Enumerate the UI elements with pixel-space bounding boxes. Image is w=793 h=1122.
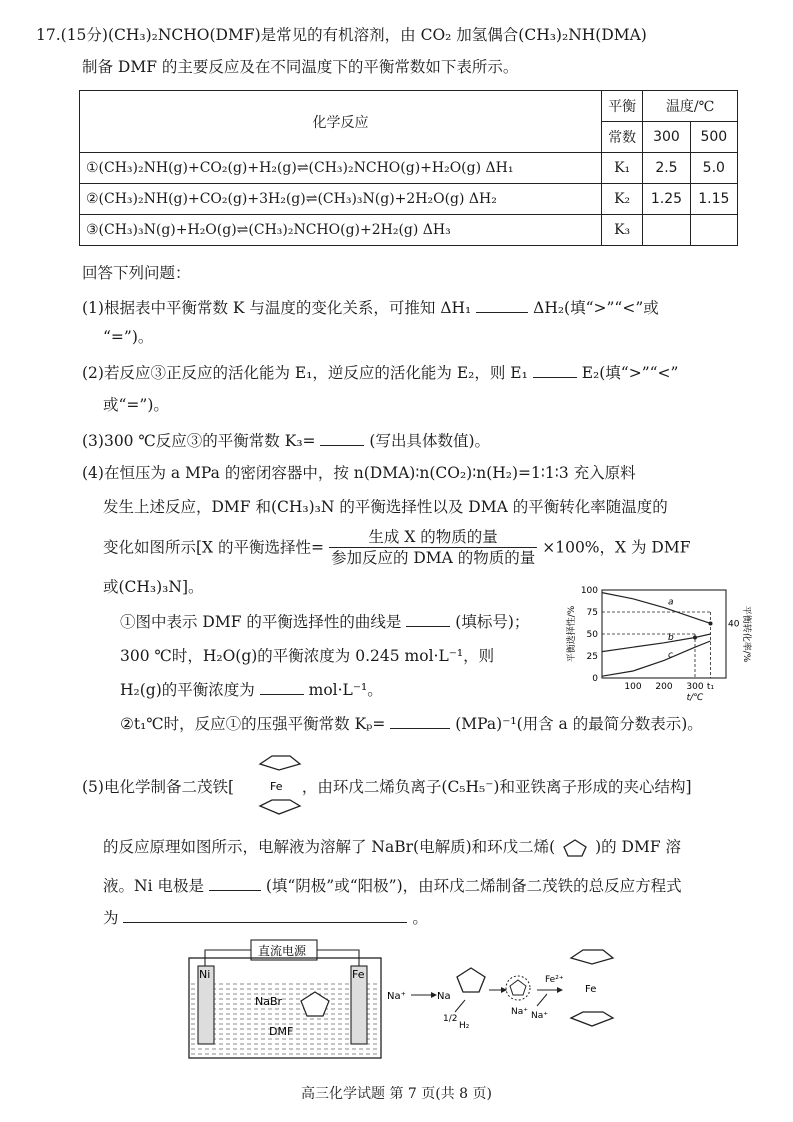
q5-equation-blank[interactable]: [123, 906, 407, 923]
q4-line-3: [103, 527, 690, 568]
h2-label: H₂: [459, 1021, 470, 1031]
answer-prompt: 回答下列问题：: [82, 264, 191, 282]
q1-line-2: “=”)。: [103, 328, 154, 346]
q4-text-b: ×100%，X 为 DMF: [542, 538, 691, 557]
reaction-3: ③(CH₃)₃N(g)+H₂O(g)⇌(CH₃)₂NCHO(g)+2H₂(g) ΔH₃: [80, 215, 602, 246]
curve-label-b: b: [668, 632, 674, 643]
cp-ring-icon: [457, 968, 485, 992]
q4-2-answer-blank[interactable]: [390, 712, 450, 729]
y-tick-label: 75: [586, 608, 598, 618]
top-cp-ring: [260, 756, 300, 770]
q2-text-b: E₂(填“>”“<”: [581, 364, 679, 382]
table-header-temp2: 500: [690, 122, 737, 153]
q4-2-line: [120, 712, 703, 735]
intro-line-2: 制备 DMF 的主要反应及在不同温度下的平衡常数如下表所示。: [82, 58, 519, 76]
q2-line-2: 或“=”)。: [103, 396, 169, 414]
q5-l3-text-b: (填“阴极”或“阳极”)，由环戊二烯制备二茂铁的总反应方程式: [265, 877, 682, 895]
q4-1-text-e: mol·L⁻¹。: [308, 681, 383, 699]
fe-electrode-label: Fe: [352, 968, 365, 981]
table-row: [80, 153, 738, 184]
q4-text-a: 变化如图所示[X 的平衡选择性=: [103, 538, 324, 557]
power-source-label: 直流电源: [258, 944, 307, 958]
table-header-k-bottom: 常数: [601, 122, 642, 153]
k-value-300: 1.25: [643, 184, 690, 215]
q4-1-line-1: [120, 610, 529, 633]
q5-line-1: [82, 776, 692, 798]
arrow-3-head: [557, 987, 563, 993]
table-header-temp1: 300: [643, 122, 690, 153]
q5-l2-text-a: 的反应原理如图所示，电解液为溶解了 NaBr(电解质)和环戊二烯(: [103, 838, 556, 856]
ferrocene-bottom-ring: [571, 1012, 613, 1026]
mechanism-diagram: [385, 942, 625, 1042]
ferrocene-structure: [250, 746, 308, 822]
q5-l4-period: 。: [412, 909, 428, 927]
half-label: 1/2: [443, 1014, 458, 1024]
q5-line-2: [103, 836, 681, 858]
k-label: K₂: [601, 184, 642, 215]
reaction-table: [79, 90, 738, 246]
ni-label: Ni: [199, 968, 211, 981]
na-out-label: Na⁺: [531, 1011, 548, 1021]
q5-text-a: (5)电化学制备二茂铁[: [82, 778, 235, 796]
q4-1-answer-blank[interactable]: [406, 610, 450, 627]
reaction-2: ②(CH₃)₂NH(g)+CO₂(g)+3H₂(g)⇌(CH₃)₃N(g)+2H₂O(g) ΔH₂: [80, 184, 602, 215]
page-footer: 高三化学试题 第 7 页(共 8 页): [301, 1086, 492, 1102]
ferrocene-top-ring: [571, 950, 613, 964]
cyclopentadiene-icon: [560, 838, 590, 858]
q4-1-text-d: H₂(g)的平衡浓度为: [120, 681, 255, 699]
table-header-k-top: 平衡: [601, 91, 642, 122]
selectivity-chart: [562, 584, 752, 702]
ferrocene-fe-label: Fe: [585, 984, 597, 995]
cp-molecule-icon: [301, 992, 329, 1016]
y-tick-label: 50: [586, 630, 598, 640]
x-tick-label: 200: [655, 682, 673, 692]
x-tick-label: 100: [624, 682, 642, 692]
nabr-label: NaBr: [255, 995, 283, 1008]
q4-1-conc-blank[interactable]: [260, 678, 304, 695]
k-label: K₁: [601, 153, 642, 184]
table-row: [80, 184, 738, 215]
na-minus-label: Na⁺: [511, 1007, 528, 1017]
q4-1-text-b: (填标号)；: [455, 613, 530, 631]
intro-line-1: 17.(15分)(CH₃)₂NCHO(DMF)是常见的有机溶剂，由 CO₂ 加氢偶合(CH₃)₂NH(DMA): [36, 26, 647, 44]
q4-line-4: 或(CH₃)₃N]。: [103, 578, 204, 596]
k-value-500: 5.0: [690, 153, 737, 184]
na-label: Na: [437, 991, 451, 1002]
q3-text-a: (3)300 ℃反应③的平衡常数 K₃=: [82, 432, 316, 450]
k-value-300: [643, 215, 690, 246]
q4-1-text-a: ①图中表示 DMF 的平衡选择性的曲线是: [120, 613, 402, 631]
table-header-reaction: 化学反应: [80, 91, 602, 153]
curve-label-c: c: [668, 650, 673, 661]
electrolysis-diagram: [185, 938, 385, 1063]
na-plus-label: Na⁺: [387, 991, 406, 1002]
q4-1-line-3: [120, 678, 383, 701]
intersection-point: [693, 636, 697, 640]
q2-text-a: (2)若反应③正反应的活化能为 E₁，逆反应的活化能为 E₂，则 E₁: [82, 364, 528, 382]
y-tick-label: 0: [592, 674, 598, 684]
right-tick-label: 40: [728, 619, 740, 630]
y-tick-label: 100: [580, 586, 598, 596]
q4-1-line-2: 300 ℃时，H₂O(g)的平衡浓度为 0.245 mol·L⁻¹，则: [120, 647, 495, 665]
q5-l3-text-a: 液。Ni 电极是: [103, 877, 204, 895]
fe-label: Fe: [270, 780, 283, 793]
q1-line-1: [82, 296, 659, 319]
q4-2-text-a: ②t₁℃时，反应①的压强平衡常数 Kₚ=: [120, 715, 386, 733]
q2-answer-blank[interactable]: [533, 361, 577, 378]
fraction-numerator: 生成 X 的物质的量: [329, 527, 537, 548]
series-line-c: [602, 641, 711, 676]
q5-electrode-blank[interactable]: [209, 874, 261, 891]
k-label: K₃: [601, 215, 642, 246]
q5-line-3: [103, 874, 682, 897]
cp-anion-ring: [510, 980, 526, 995]
q2-line-1: [82, 361, 678, 384]
q1-text-a: (1)根据表中平衡常数 K 与温度的变化关系，可推知 ΔH₁: [82, 299, 472, 317]
q1-text-b: ΔH₂(填“>”“<”或: [533, 299, 659, 317]
x-tick-label: 300: [686, 682, 704, 692]
q4-2-text-b: (MPa)⁻¹(用含 a 的最简分数表示)。: [455, 715, 703, 733]
q3-text-b: (写出具体数值)。: [369, 432, 490, 450]
q4-line-1: (4)在恒压为 a MPa 的密闭容器中，按 n(DMA)∶n(CO₂)∶n(H₂)=1∶1∶3 充入原料: [82, 464, 636, 482]
q3-answer-blank[interactable]: [320, 429, 364, 446]
y-axis-label-right: 平衡转化率/%: [741, 605, 751, 663]
bottom-cp-ring: [260, 800, 300, 814]
k-value-500: 1.15: [690, 184, 737, 215]
selectivity-fraction: [329, 527, 537, 568]
q5-line-4: [103, 906, 428, 929]
q5-l2-text-b: )的 DMF 溶: [595, 838, 682, 856]
k-value-300: 2.5: [643, 153, 690, 184]
x-axis-label: t/℃: [686, 693, 704, 702]
k-value-500: [690, 215, 737, 246]
na-out-arrow: [537, 994, 547, 1006]
x-tick-label: t₁: [706, 682, 715, 692]
series-line-a: [602, 593, 711, 624]
q4-line-2: 发生上述反应，DMF 和(CH₃)₃N 的平衡选择性以及 DMA 的平衡转化率随温度的: [103, 498, 668, 516]
q1-answer-blank[interactable]: [476, 296, 528, 313]
table-header-temp: 温度/℃: [643, 91, 738, 122]
h2-release-arrow: [455, 1000, 465, 1012]
y-tick-label: 25: [586, 652, 598, 662]
q5-l4-text: 为: [103, 909, 119, 927]
fe2-label: Fe²⁺: [545, 975, 564, 985]
q5-text-b: ，由环戊二烯负离子(C₅H₅⁻)和亚铁离子形成的夹心结构]: [301, 778, 692, 796]
q3-line: [82, 429, 490, 452]
t1-point: [709, 621, 713, 625]
y-axis-label-left: 平衡选择性/%: [567, 605, 577, 663]
table-row: [80, 215, 738, 246]
reaction-1: ①(CH₃)₂NH(g)+CO₂(g)+H₂(g)⇌(CH₃)₂NCHO(g)+H₂O(g) ΔH₁: [80, 153, 602, 184]
curve-label-a: a: [668, 597, 674, 608]
fraction-denominator: 参加反应的 DMA 的物质的量: [330, 549, 536, 567]
dmf-label: DMF: [269, 1025, 294, 1038]
